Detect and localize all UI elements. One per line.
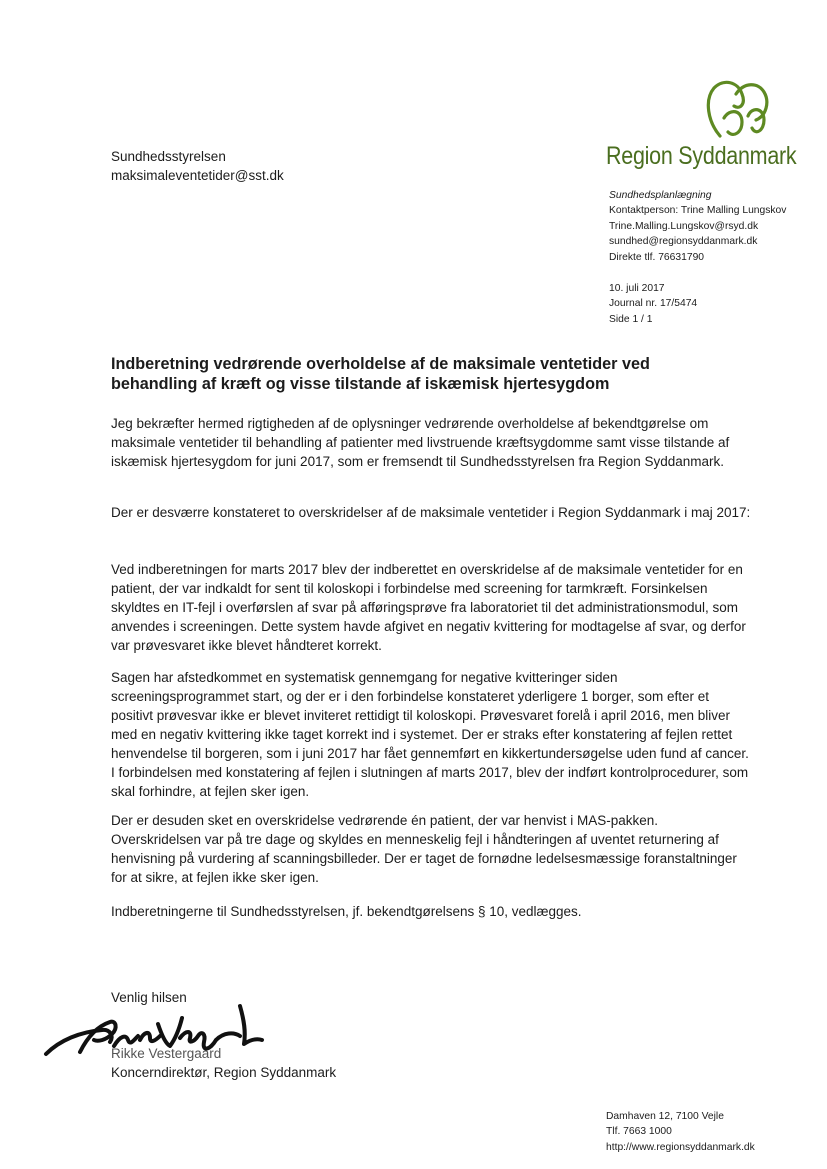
sender-email: Trine.Malling.Lungskov@rsyd.dk <box>609 220 759 232</box>
letter-date: 10. juli 2017 <box>609 283 665 294</box>
body-paragraph-5: Der er desuden sket en overskridelse vedrørende én patient, der var henvist i MAS-pakken. Overskridelsen var på tre dage og skyldes en menneskelig fejl i håndteringen af uventet returnering af henvisning på vurdering af scanningsbilleder. Der er taget de fornødne ledelsesmæssige foranstaltninger for at sikre, at fejlen ikke sker igen. <box>111 813 737 885</box>
journal-number: Journal nr. 17/5474 <box>609 298 698 310</box>
sender-phone: Direkte tlf. 76631790 <box>609 251 705 263</box>
sender-department: Sundhedsplanlægning <box>609 190 712 201</box>
region-syddanmark-logo-icon <box>698 76 774 142</box>
footer-address: Damhaven 12, 7100 Vejle <box>606 1111 724 1122</box>
body-paragraph-1: Jeg bekræfter hermed rigtigheden af de oplysninger vedrørende overholdelse af bekendtgørelse om maksimale ventetider til behandling af patienter med livstruende kræftsygdomme samt visse tilstande af iskæmisk hjertesygdom for juni 2017, som er fremsendt til Sundhedsstyrelsen fra Region Syddanmark. <box>111 416 730 469</box>
recipient-email: maksimaleventetider@sst.dk <box>111 168 284 183</box>
body-paragraph-6: Indberetningerne til Sundhedsstyrelsen, jf. bekendtgørelsens § 10, vedlægges. <box>111 904 582 919</box>
signer-title: Koncerndirektør, Region Syddanmark <box>111 1065 337 1080</box>
recipient-name: Sundhedsstyrelsen <box>111 149 226 164</box>
recipient-block <box>111 147 284 185</box>
sender-contact: Kontaktperson: Trine Malling Lungskov <box>609 205 787 217</box>
closing-greeting: Venlig hilsen <box>111 990 187 1005</box>
body-paragraph-2: Der er desværre konstateret to overskridelser af de maksimale ventetider i Region Syddanmark i maj 2017: <box>111 505 751 520</box>
sender-block <box>609 188 786 265</box>
letter-meta <box>609 281 697 327</box>
letter-subject: Indberetning vedrørende overholdelse af de maksimale ventetider ved behandling af kræft og visse tilstande af iskæmisk hjertesygdom <box>111 355 650 393</box>
logo-wordmark: Region Syddanmark <box>606 142 797 170</box>
signer-name: Rikke Vestergaard <box>111 1046 222 1061</box>
footer-address-block <box>606 1109 755 1155</box>
body-paragraph-3: Ved indberetningen for marts 2017 blev der indberettet en overskridelse af de maksimale ventetider for en patient, der var indkaldt for sent til koloskopi i forbindelse med screening for tarmkræft. Forsinkelsen skyldtes en IT-fejl i overførslen af svar på afføringsprøve fra laboratoriet til det administrationsmodul, som anvendes i screeningen. Dette system havde afgivet en negativ kvittering for modtagelse af svar, og derfor var prøvesvaret ikke blevet håndteret korrekt. <box>111 562 746 653</box>
sender-general-email: sundhed@regionsyddanmark.dk <box>609 236 758 248</box>
footer-website[interactable]: http://www.regionsyddanmark.dk <box>606 1141 755 1153</box>
page-number: Side 1 / 1 <box>609 313 653 325</box>
footer-phone: Tlf. 7663 1000 <box>606 1126 672 1138</box>
body-paragraph-4: Sagen har afstedkommet en systematisk gennemgang for negative kvitteringer siden screeningsprogrammet start, og der er i den forbindelse konstateret yderligere 1 borger, som efter et positivt prøvesvar ikke er blevet inviteret rettidigt til koloskopi. Prøvesvaret forelå i april 2016, men bliver med en negativ kvittering ikke taget korrekt ind i systemet. Der er straks efter konstatering af fejlen rettet henvendelse til borgeren, som i juni 2017 har fået gennemført en kikkertundersøgelse uden fund af cancer. I forbindelsen med konstatering af fejlen i slutningen af marts 2017, blev der indført kontrolprocedurer, som skal forhindre, at fejlen sker igen. <box>111 670 749 799</box>
